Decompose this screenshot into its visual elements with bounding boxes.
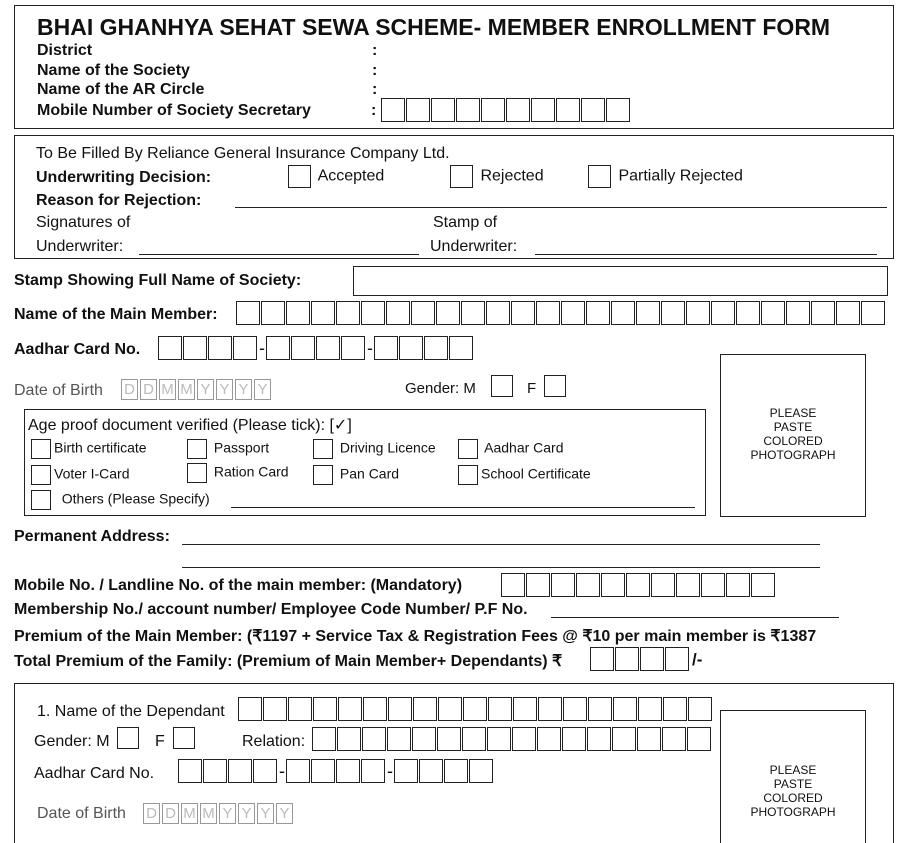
input-cell[interactable]: [626, 573, 650, 597]
input-cell[interactable]: [183, 336, 207, 360]
input-cell[interactable]: [611, 301, 635, 325]
proof-others[interactable]: Others (Please Specify): [31, 490, 210, 510]
input-cell[interactable]: [228, 759, 252, 783]
society-name-label: Name of the Society: [37, 62, 190, 79]
input-cell[interactable]: [208, 336, 232, 360]
colon: :: [372, 42, 378, 59]
proof-driving-licence[interactable]: Driving Licence: [313, 439, 436, 459]
premium-total-input[interactable]: [590, 647, 690, 671]
gender-f-checkbox[interactable]: [544, 375, 566, 397]
input-cell[interactable]: [487, 727, 511, 751]
input-cell[interactable]: [412, 727, 436, 751]
reason-label: Reason for Rejection:: [36, 192, 202, 209]
rejected-checkbox[interactable]: [450, 165, 473, 188]
input-cell[interactable]: [663, 697, 687, 721]
member-mobile-input[interactable]: [501, 573, 776, 597]
membership-input[interactable]: [551, 601, 839, 618]
dependant-gender-label: Gender: M: [34, 733, 110, 750]
input-cell[interactable]: [203, 759, 227, 783]
membership-label: Membership No./ account number/ Employee Code Number/ P.F No.: [14, 601, 528, 618]
input-cell[interactable]: [661, 301, 685, 325]
input-cell[interactable]: [361, 759, 385, 783]
input-cell[interactable]: [581, 98, 605, 122]
main-member-name-input[interactable]: [236, 301, 886, 325]
dependant-photo-box[interactable]: PLEASE PASTE COLORED PHOTOGRAPH: [720, 710, 866, 843]
input-cell[interactable]: [761, 301, 785, 325]
dob-cell[interactable]: D: [143, 803, 160, 824]
input-cell[interactable]: [336, 301, 360, 325]
premium-suffix: /-: [692, 650, 703, 669]
input-cell[interactable]: [449, 336, 473, 360]
input-cell[interactable]: [444, 759, 468, 783]
input-cell[interactable]: [512, 727, 536, 751]
dob-cell[interactable]: Y: [219, 803, 236, 824]
input-cell[interactable]: [513, 697, 537, 721]
gender-m-checkbox[interactable]: [491, 375, 513, 397]
dob-cell[interactable]: Y: [197, 379, 214, 400]
dob-cell[interactable]: Y: [254, 379, 271, 400]
input-cell[interactable]: [556, 98, 580, 122]
input-cell[interactable]: [576, 573, 600, 597]
dependant-gender-f-label: F: [155, 733, 165, 750]
input-cell[interactable]: [688, 697, 712, 721]
input-cell[interactable]: [312, 727, 336, 751]
premium-total-label: Total Premium of the Family: (Premium of Main Member+ Dependants) ₹: [14, 653, 563, 670]
input-cell[interactable]: [388, 697, 412, 721]
input-cell[interactable]: [313, 697, 337, 721]
input-cell[interactable]: [286, 301, 310, 325]
input-cell[interactable]: [361, 301, 385, 325]
dob-cell[interactable]: M: [178, 379, 195, 400]
dependant-name-label: 1. Name of the Dependant: [37, 703, 225, 720]
aadhar-label: Aadhar Card No.: [14, 341, 141, 358]
dob-cell[interactable]: M: [181, 803, 198, 824]
input-cell[interactable]: [469, 759, 493, 783]
relation-input[interactable]: [312, 727, 712, 751]
input-cell[interactable]: [413, 697, 437, 721]
proof-birth-certificate[interactable]: Birth certificate: [31, 439, 147, 459]
age-proof-box: [24, 409, 706, 516]
input-cell[interactable]: [811, 301, 835, 325]
input-cell[interactable]: [411, 301, 435, 325]
dob-cell[interactable]: Y: [235, 379, 252, 400]
input-cell[interactable]: [406, 98, 430, 122]
input-cell[interactable]: [751, 573, 775, 597]
input-cell[interactable]: [286, 759, 310, 783]
insurer-section: [14, 135, 894, 259]
signature-input[interactable]: [139, 236, 419, 255]
input-cell[interactable]: [638, 697, 662, 721]
dependant-aadhar-label: Aadhar Card No.: [34, 765, 155, 782]
input-cell[interactable]: [537, 727, 561, 751]
form-title: BHAI GHANHYA SEHAT SEWA SCHEME- MEMBER ENROLLMENT FORM: [37, 14, 831, 40]
premium-main-text: Premium of the Main Member: (₹1197 + Service Tax & Registration Fees @ ₹10 per main member is ₹1387: [14, 628, 817, 645]
dob-cell[interactable]: Y: [216, 379, 233, 400]
stamp-underwriter-label: Underwriter:: [430, 238, 518, 255]
input-cell[interactable]: [158, 336, 182, 360]
secretary-mobile-input[interactable]: [381, 98, 631, 122]
input-cell[interactable]: [438, 697, 462, 721]
dob-cell[interactable]: Y: [276, 803, 293, 824]
input-cell[interactable]: [615, 647, 639, 671]
colon: :: [372, 81, 378, 98]
partially-rejected-checkbox[interactable]: [588, 165, 611, 188]
option-partially-rejected[interactable]: Partially Rejected: [588, 165, 743, 188]
input-cell[interactable]: [381, 98, 405, 122]
gender-f-label: F: [527, 380, 537, 397]
input-cell[interactable]: [263, 697, 287, 721]
input-cell[interactable]: [362, 727, 386, 751]
dob-label: Date of Birth: [14, 382, 103, 399]
colon: :: [371, 102, 377, 119]
input-cell[interactable]: [551, 573, 575, 597]
member-photo-box[interactable]: PLEASE PASTE COLORED PHOTOGRAPH: [720, 354, 866, 517]
input-cell[interactable]: [786, 301, 810, 325]
input-cell[interactable]: [651, 573, 675, 597]
input-cell[interactable]: [288, 697, 312, 721]
gender-label: Gender: M: [405, 380, 476, 397]
input-cell[interactable]: [253, 759, 277, 783]
filled-by-text: To Be Filled By Reliance General Insurance Company Ltd.: [36, 145, 450, 162]
secretary-mobile-label: Mobile Number of Society Secretary: [37, 102, 311, 119]
input-cell[interactable]: [424, 336, 448, 360]
district-label: District: [37, 42, 93, 59]
dob-cell[interactable]: D: [121, 379, 138, 400]
input-cell[interactable]: [461, 301, 485, 325]
input-cell[interactable]: [462, 727, 486, 751]
dependant-dob-label: Date of Birth: [37, 805, 126, 822]
input-cell[interactable]: [588, 697, 612, 721]
input-cell[interactable]: [233, 336, 257, 360]
input-cell[interactable]: [486, 301, 510, 325]
input-cell[interactable]: [236, 301, 260, 325]
relation-label: Relation:: [242, 733, 306, 750]
proof-aadhar-card[interactable]: Aadhar Card: [458, 439, 564, 459]
input-cell[interactable]: [394, 759, 418, 783]
input-cell[interactable]: [386, 301, 410, 325]
input-cell[interactable]: [562, 727, 586, 751]
input-cell[interactable]: [419, 759, 443, 783]
dependant-name-input[interactable]: [238, 697, 713, 721]
input-cell[interactable]: [561, 301, 585, 325]
input-cell[interactable]: [640, 647, 664, 671]
proof-voter-card[interactable]: Voter I-Card: [31, 465, 129, 485]
input-cell[interactable]: [686, 301, 710, 325]
input-cell[interactable]: [363, 697, 387, 721]
dependant-aadhar-input[interactable]: - -: [178, 759, 494, 783]
option-rejected[interactable]: Rejected: [450, 165, 544, 188]
dob-cell[interactable]: M: [159, 379, 176, 400]
input-cell[interactable]: [488, 697, 512, 721]
input-cell[interactable]: [316, 336, 340, 360]
stamp-label: Stamp of: [433, 214, 498, 231]
input-cell[interactable]: [238, 697, 262, 721]
input-cell[interactable]: [701, 573, 725, 597]
proof-ration-card[interactable]: Ration Card: [187, 463, 289, 483]
underwriting-decision-label: Underwriting Decision:: [36, 169, 212, 186]
accepted-checkbox[interactable]: [288, 165, 311, 188]
input-cell[interactable]: [687, 727, 711, 751]
input-cell[interactable]: [726, 573, 750, 597]
main-member-name-label: Name of the Main Member:: [14, 306, 218, 323]
dob-input[interactable]: [121, 379, 273, 400]
input-cell[interactable]: [590, 647, 614, 671]
input-cell[interactable]: [861, 301, 885, 325]
society-stamp-label: Stamp Showing Full Name of Society:: [14, 272, 302, 289]
input-cell[interactable]: [481, 98, 505, 122]
proof-passport[interactable]: Passport: [187, 439, 269, 459]
others-input[interactable]: [231, 493, 695, 508]
input-cell[interactable]: [501, 573, 525, 597]
input-cell[interactable]: [526, 573, 550, 597]
input-cell[interactable]: [586, 301, 610, 325]
dob-cell[interactable]: D: [162, 803, 179, 824]
input-cell[interactable]: [341, 336, 365, 360]
signature-underwriter-label: Underwriter:: [36, 238, 124, 255]
input-cell[interactable]: [637, 727, 661, 751]
input-cell[interactable]: [311, 759, 335, 783]
input-cell[interactable]: [676, 573, 700, 597]
input-cell[interactable]: [338, 697, 362, 721]
dependant-gender-m-checkbox[interactable]: [117, 727, 139, 749]
ar-circle-label: Name of the AR Circle: [37, 81, 205, 98]
input-cell[interactable]: [261, 301, 285, 325]
header-section: [14, 5, 894, 129]
address-input-1[interactable]: [182, 528, 820, 545]
dependant-gender-f-checkbox[interactable]: [173, 727, 195, 749]
option-accepted[interactable]: Accepted: [288, 165, 384, 188]
input-cell[interactable]: [399, 336, 423, 360]
input-cell[interactable]: [613, 697, 637, 721]
input-cell[interactable]: [612, 727, 636, 751]
input-cell[interactable]: [511, 301, 535, 325]
input-cell[interactable]: [374, 336, 398, 360]
input-cell[interactable]: [456, 98, 480, 122]
dob-cell[interactable]: D: [140, 379, 157, 400]
proof-pan-card[interactable]: Pan Card: [313, 465, 399, 485]
input-cell[interactable]: [836, 301, 860, 325]
input-cell[interactable]: [337, 727, 361, 751]
input-cell[interactable]: [387, 727, 411, 751]
dependant-dob-input[interactable]: [143, 803, 295, 824]
input-cell[interactable]: [636, 301, 660, 325]
aadhar-input[interactable]: - -: [158, 336, 474, 360]
colon: :: [372, 62, 378, 79]
input-cell[interactable]: [536, 301, 560, 325]
input-cell[interactable]: [606, 98, 630, 122]
input-cell[interactable]: [665, 647, 689, 671]
input-cell[interactable]: [506, 98, 530, 122]
input-cell[interactable]: [587, 727, 611, 751]
permanent-address-label: Permanent Address:: [14, 528, 170, 545]
input-cell[interactable]: [538, 697, 562, 721]
input-cell[interactable]: [601, 573, 625, 597]
society-stamp-input[interactable]: [353, 266, 888, 296]
input-cell[interactable]: [266, 336, 290, 360]
dob-cell[interactable]: Y: [238, 803, 255, 824]
input-cell[interactable]: [178, 759, 202, 783]
input-cell[interactable]: [311, 301, 335, 325]
signature-label: Signatures of: [36, 214, 131, 231]
input-cell[interactable]: [437, 727, 461, 751]
reason-input[interactable]: [235, 190, 887, 208]
dob-cell[interactable]: Y: [257, 803, 274, 824]
input-cell[interactable]: [291, 336, 315, 360]
input-cell[interactable]: [336, 759, 360, 783]
input-cell[interactable]: [531, 98, 555, 122]
input-cell[interactable]: [563, 697, 587, 721]
input-cell[interactable]: [711, 301, 735, 325]
age-proof-title: Age proof document verified (Please tick): [✓]: [28, 417, 352, 434]
dob-cell[interactable]: M: [200, 803, 217, 824]
input-cell[interactable]: [736, 301, 760, 325]
member-mobile-label: Mobile No. / Landline No. of the main member: (Mandatory): [14, 577, 463, 594]
proof-school-certificate[interactable]: School Certificate: [458, 465, 591, 485]
input-cell[interactable]: [463, 697, 487, 721]
input-cell[interactable]: [436, 301, 460, 325]
address-input-2[interactable]: [182, 553, 820, 568]
input-cell[interactable]: [662, 727, 686, 751]
input-cell[interactable]: [431, 98, 455, 122]
stamp-input[interactable]: [535, 236, 877, 255]
